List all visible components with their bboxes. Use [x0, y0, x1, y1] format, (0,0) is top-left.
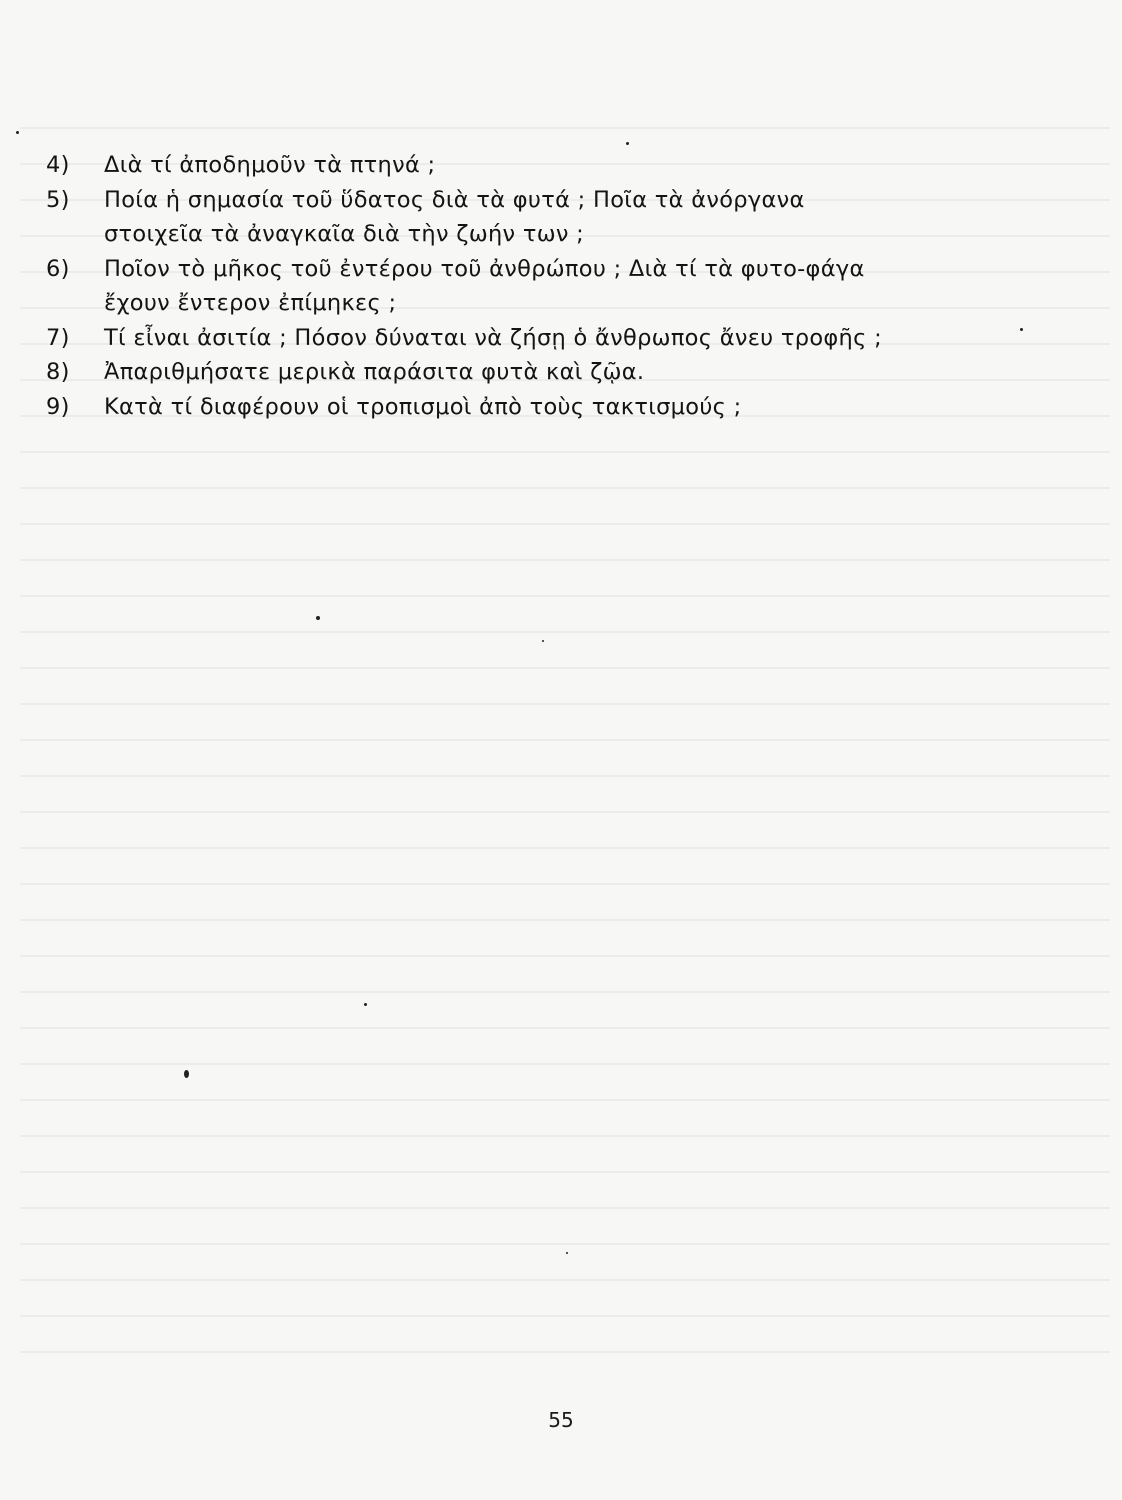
question-number: 8) [46, 359, 70, 385]
question-item [46, 355, 906, 390]
question-text: Ποία ἡ σημασία τοῦ ὕδατος διὰ τὰ φυτά ; Ποῖα τὰ ἀνόργανα στοιχεῖα τὰ ἀναγκαῖα διὰ τὴν ζωήν των ; [104, 186, 805, 247]
page-number: 55 [548, 1408, 574, 1432]
question-list [46, 148, 906, 424]
ink-speck [316, 616, 320, 620]
question-item [46, 321, 906, 356]
question-item [46, 148, 906, 183]
question-item [46, 183, 906, 252]
question-text: Διὰ τί ἀποδημοῦν τὰ πτηνά ; [104, 152, 436, 178]
question-text: Ποῖον τὸ μῆκος τοῦ ἐντέρου τοῦ ἀνθρώπου ; Διὰ τί τὰ φυτο-φάγα ἔχουν ἔντερον ἐπίμηκες ; [104, 255, 865, 316]
question-text: Ἀπαριθμήσατε μερικὰ παράσιτα φυτὰ καὶ ζῷα. [104, 359, 645, 385]
question-item [46, 390, 906, 425]
question-number: 4) [46, 152, 70, 178]
question-number: 9) [46, 393, 70, 420]
ink-speck [16, 131, 19, 134]
question-item [46, 252, 906, 321]
question-text: Τί εἶναι ἀσιτία ; Πόσον δύναται νὰ ζήσῃ ὁ ἄνθρωπος ἄνευ τροφῆς ; [104, 324, 882, 351]
ink-speck [1020, 328, 1023, 331]
ink-speck [364, 1003, 367, 1006]
question-text: Κατὰ τί διαφέρουν οἱ τροπισμοὶ ἀπὸ τοὺς τακτισμούς ; [104, 393, 742, 420]
ink-speck [626, 142, 629, 145]
ink-speck [566, 1252, 568, 1254]
ink-speck [184, 1070, 189, 1078]
question-number: 6) [46, 255, 70, 282]
question-number: 5) [46, 186, 70, 213]
ink-speck [542, 640, 544, 642]
question-number: 7) [46, 324, 70, 351]
